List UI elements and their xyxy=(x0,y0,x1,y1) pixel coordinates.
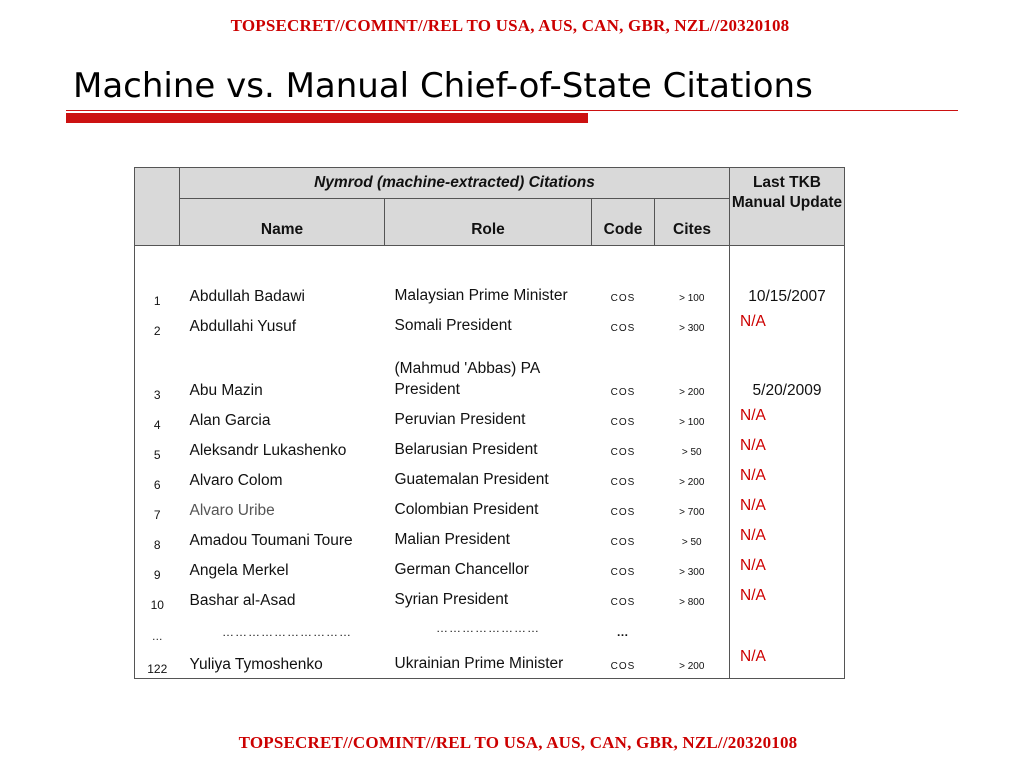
row-role: Syrian President xyxy=(394,590,509,608)
table-row xyxy=(135,494,845,524)
ellipsis-name: ………………………… xyxy=(222,624,352,639)
row-code: COS xyxy=(610,386,636,398)
row-last-update: 5/20/2009 xyxy=(730,340,845,404)
ellipsis-update xyxy=(730,614,845,645)
table-row xyxy=(135,404,845,434)
row-role: Malian President xyxy=(394,530,510,548)
last-update-header xyxy=(730,168,845,246)
row-number: 10 xyxy=(135,584,180,614)
row-number: 2 xyxy=(135,310,180,340)
classification-banner-bottom: TOPSECRET//COMINT//REL TO USA, AUS, CAN, GBR, NZL//20320108 xyxy=(238,733,798,752)
table-row xyxy=(135,310,845,340)
row-last-update: N/A xyxy=(730,524,845,554)
ellipsis-code: … xyxy=(616,624,630,639)
row-last-update: 10/15/2007 xyxy=(730,246,845,310)
row-cites: > 200 xyxy=(679,386,705,398)
table-row xyxy=(135,464,845,494)
code-column-header: Code xyxy=(592,199,655,246)
ellipsis-row xyxy=(135,614,845,645)
row-last-update: N/A xyxy=(730,464,845,494)
row-last-update: N/A xyxy=(730,310,845,340)
row-number: 1 xyxy=(135,246,180,310)
table-row xyxy=(135,554,845,584)
classification-banner-top: TOPSECRET//COMINT//REL TO USA, AUS, CAN, GBR, NZL//20320108 xyxy=(230,16,790,35)
row-name: Amadou Toumani Toure xyxy=(189,531,353,549)
ellipsis-role: …………………… xyxy=(436,620,540,635)
row-number: 5 xyxy=(135,434,180,464)
row-number: 4 xyxy=(135,404,180,434)
name-column-header: Name xyxy=(180,199,385,246)
row-cites: > 300 xyxy=(679,322,705,334)
row-number: 122 xyxy=(135,645,180,679)
citations-table xyxy=(134,167,845,679)
row-name: Abu Mazin xyxy=(189,381,263,399)
title-underline-thick xyxy=(66,113,588,123)
row-code: COS xyxy=(610,536,636,548)
row-code: COS xyxy=(610,446,636,458)
num-header-cell xyxy=(135,168,180,246)
row-code: COS xyxy=(610,416,636,428)
row-cites: > 300 xyxy=(679,566,705,578)
row-role: Colombian President xyxy=(394,500,539,518)
row-cites: > 200 xyxy=(655,645,730,679)
row-cites: > 100 xyxy=(679,292,705,304)
row-last-update: N/A xyxy=(730,584,845,614)
table-row xyxy=(135,524,845,554)
slide-title: Machine vs. Manual Chief-of-State Citations xyxy=(73,66,813,106)
row-cites: > 50 xyxy=(681,446,702,458)
row-code: COS xyxy=(610,596,636,608)
table-row xyxy=(135,246,845,310)
row-code: COS xyxy=(610,292,636,304)
title-underline-thin xyxy=(66,110,958,111)
row-last-update: N/A xyxy=(730,434,845,464)
row-code: COS xyxy=(610,322,636,334)
group-header: Nymrod (machine-extracted) Citations xyxy=(180,168,730,199)
row-name: Bashar al-Asad xyxy=(189,591,296,609)
row-role: Belarusian President xyxy=(394,440,538,458)
ellipsis-cites xyxy=(655,614,730,645)
row-role: German Chancellor xyxy=(394,560,529,578)
row-cites: > 800 xyxy=(679,596,705,608)
row-name: Yuliya Tymoshenko xyxy=(180,645,385,679)
row-last-update: N/A xyxy=(730,645,845,679)
row-role: Malaysian Prime Minister xyxy=(394,286,568,304)
row-last-update: N/A xyxy=(730,404,845,434)
row-code: COS xyxy=(610,476,636,488)
row-number: 3 xyxy=(135,340,180,404)
citations-body xyxy=(135,246,845,679)
row-number: 8 xyxy=(135,524,180,554)
table-row xyxy=(135,340,845,404)
row-name: Abdullahi Yusuf xyxy=(189,317,297,335)
row-role: (Mahmud 'Abbas) PA President xyxy=(394,359,540,398)
row-role: Guatemalan President xyxy=(394,470,549,488)
row-cites: > 200 xyxy=(679,476,705,488)
cites-column-header: Cites xyxy=(655,199,730,246)
row-code: COS xyxy=(610,506,636,518)
row-role: Somali President xyxy=(394,316,512,334)
row-cites: > 50 xyxy=(681,536,702,548)
row-name: Abdullah Badawi xyxy=(189,287,305,305)
row-last-update: N/A xyxy=(730,494,845,524)
row-role: Ukrainian Prime Minister xyxy=(385,645,592,679)
row-number: 6 xyxy=(135,464,180,494)
row-role: Peruvian President xyxy=(394,410,526,428)
role-column-header: Role xyxy=(385,199,592,246)
row-cites: > 100 xyxy=(679,416,705,428)
last-update-header-text: Last TKB Manual Update xyxy=(731,174,843,211)
table-row xyxy=(135,584,845,614)
row-code: COS xyxy=(610,566,636,578)
row-code: COS xyxy=(592,645,655,679)
row-name: Alan Garcia xyxy=(189,411,271,429)
table-row xyxy=(135,434,845,464)
ellipsis-num: … xyxy=(135,614,180,645)
row-name: Alvaro Uribe xyxy=(189,501,275,519)
row-number: 9 xyxy=(135,554,180,584)
row-name: Aleksandr Lukashenko xyxy=(189,441,347,459)
row-name: Alvaro Colom xyxy=(189,471,283,489)
row-last-update: N/A xyxy=(730,554,845,584)
row-name: Angela Merkel xyxy=(189,561,289,579)
row-cites: > 700 xyxy=(679,506,705,518)
row-number: 7 xyxy=(135,494,180,524)
table-row xyxy=(135,645,845,679)
